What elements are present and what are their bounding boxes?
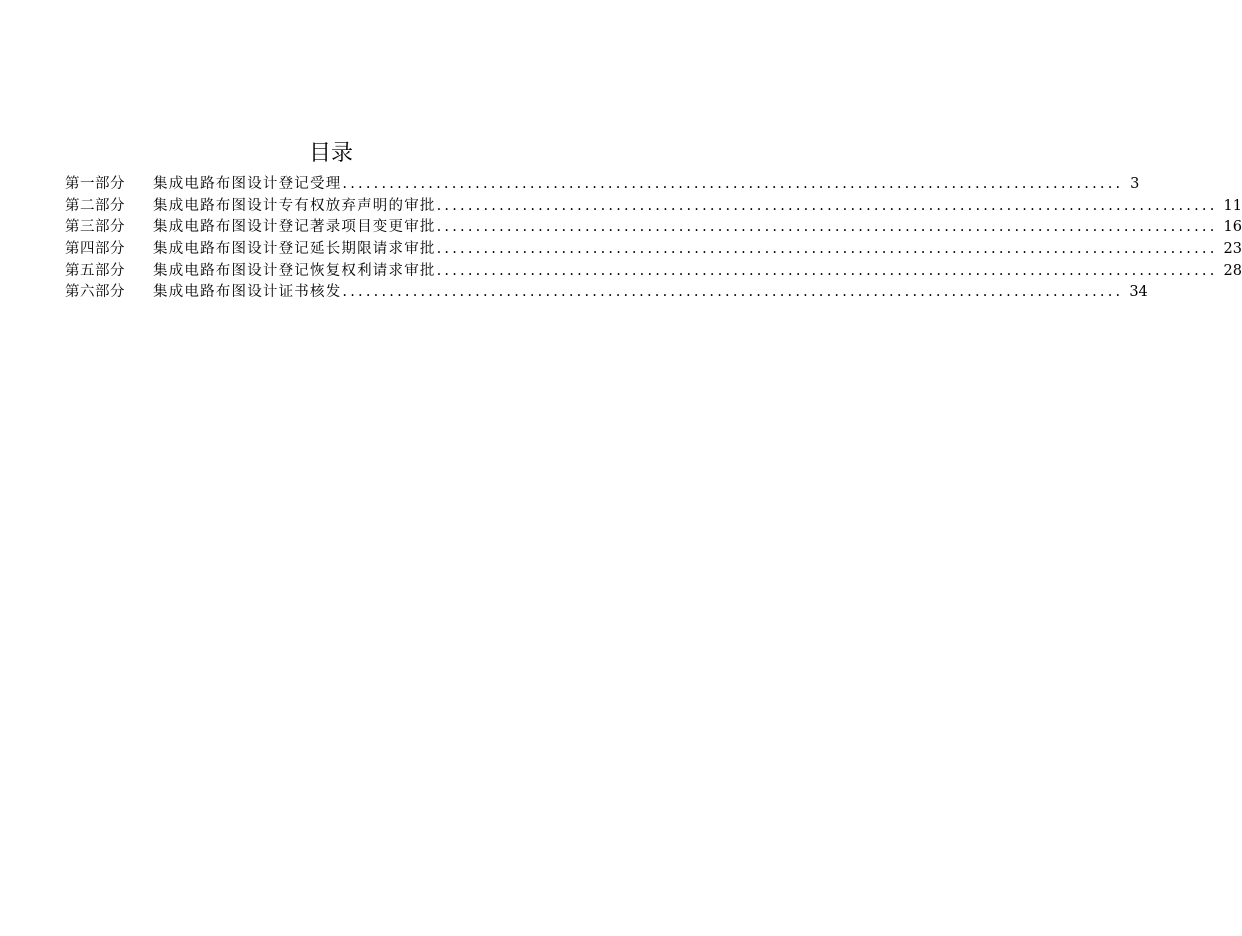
toc-page-number: 23	[1223, 241, 1242, 258]
toc-list	[65, 174, 1242, 304]
toc-dot-leader: ....................................................................................................	[436, 219, 1218, 236]
toc-entry-text: 集成电路布图设计登记延长期限请求审批	[153, 241, 436, 258]
toc-entry-3[interactable]	[65, 217, 1242, 239]
toc-part-label: 第五部分	[65, 262, 125, 279]
toc-dot-leader: ....................................................................................................	[436, 241, 1218, 258]
toc-title: 目录	[308, 141, 353, 166]
toc-dot-leader: ....................................................................................................	[436, 262, 1218, 279]
toc-part-label: 第四部分	[65, 241, 125, 258]
toc-entry-6[interactable]	[65, 282, 1148, 304]
toc-page-number: 11	[1223, 197, 1242, 214]
toc-dot-leader: ....................................................................................................	[342, 176, 1124, 192]
toc-page-number: 34	[1129, 284, 1148, 301]
toc-entry-text: 集成电路布图设计登记著录项目变更审批	[153, 219, 436, 236]
toc-entry-4[interactable]	[65, 239, 1242, 261]
toc-entry-5[interactable]	[65, 261, 1242, 283]
toc-part-label: 第一部分	[65, 176, 125, 192]
toc-page-number: 3	[1130, 176, 1140, 192]
toc-part-label: 第二部分	[65, 197, 125, 214]
toc-dot-leader: ....................................................................................................	[342, 284, 1124, 301]
toc-page-number: 28	[1223, 262, 1242, 279]
toc-page-number: 16	[1223, 219, 1242, 236]
toc-entry-2[interactable]	[65, 196, 1242, 218]
toc-part-label: 第三部分	[65, 219, 125, 236]
toc-part-label: 第六部分	[65, 284, 125, 301]
toc-entry-text: 集成电路布图设计专有权放弃声明的审批	[153, 197, 436, 214]
toc-entry-text: 集成电路布图设计登记恢复权利请求审批	[153, 262, 436, 279]
toc-entry-text: 集成电路布图设计证书核发	[153, 284, 342, 301]
toc-entry-text: 集成电路布图设计登记受理	[153, 176, 342, 192]
toc-entry-1[interactable]	[65, 174, 1140, 196]
toc-dot-leader: ....................................................................................................	[436, 197, 1218, 214]
